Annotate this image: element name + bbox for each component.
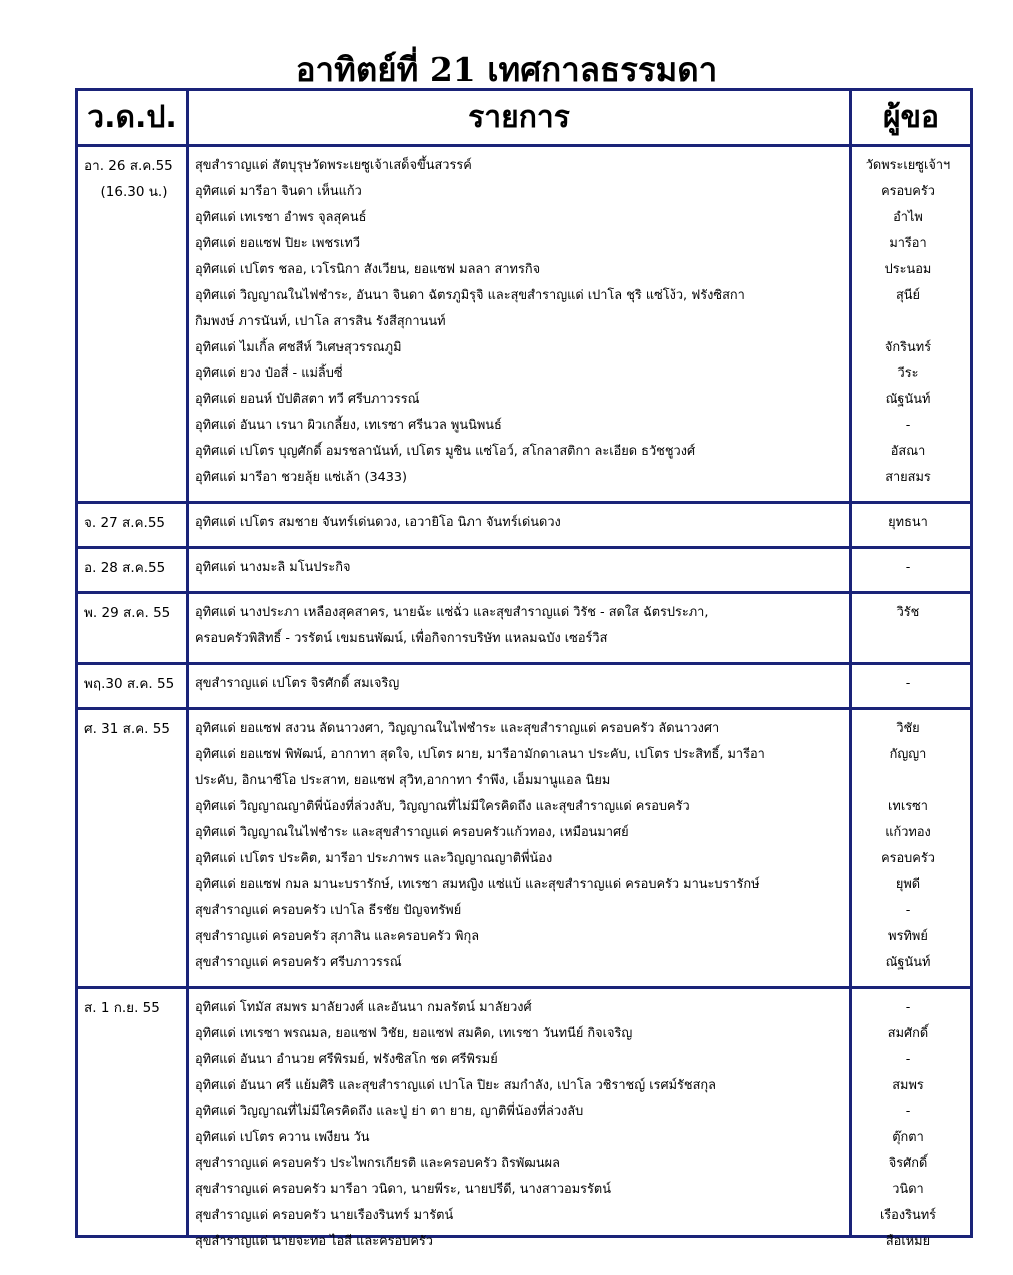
intention-line: กิมพงษ์ ภารนันท์, เปาโล สารสิน รังสีสุกานนท์ [195,314,446,329]
intention-line: อุทิศแด่ ยวง ป๋อสี่ - แม่ลิ้บซี่ [195,366,343,381]
section-requesters [846,153,970,491]
intention-line: อุทิศแด่ ไมเกิ้ล ศชสีห์ วิเศษสุวรรณภูมิ [195,340,402,355]
requester-name: มารีอา [889,236,927,251]
requester-name: วิรัช [896,605,920,620]
intention-line: อุทิศแด่ เทเรซา อำพร จุลสุคนธ์ [195,210,367,225]
requester-name: ประนอม [884,262,932,277]
intention-line: อุทิศแด่ เปโตร สมชาย จันทร์เด่นดวง, เอวายิโอ นิภา จันทร์เด่นดวง [195,515,561,530]
page-title: อาทิตย์ที่ 21 เทศกาลธรรมดา [295,50,718,89]
intention-line: ประคับ, อิกนาซีโอ ประสาท, ยอแซฟ สุวิท,อากาทา รำพึง, เอ็มมานูแอล นิยม [195,773,611,788]
intention-line: อุทิศแด่ เปโตร บุญศักดิ์ อมรชลานันท์, เปโตร มูซิน แซ่โอว์, สโกลาสติกา ละเอียด ธวัชชูวงศ์ [195,444,696,459]
date-label: อ. 28 ส.ค.55 [84,560,166,576]
requester-name: สมศักดิ์ [887,1026,929,1041]
section-row [78,665,970,707]
section-requesters [846,995,970,1255]
intention-line: อุทิศแด่ ยอแซฟ สงวน ลัดนาวงศา, วิญญาณในไฟชำระ และสุขสำราญแด่ ครอบครัว ลัดนาวงศา [195,721,720,736]
intention-line: สุขสำราญแด่ ครอบครัว ศรีบภาวรรณ์ [195,955,402,970]
intention-line: สุขสำราญแด่ ครอบครัว สุภาสิน และครอบครัว พิกุล [195,929,480,944]
requester-name: สายสมร [885,470,931,485]
requester-name: ณัฐนันท์ [885,955,931,970]
requester-name: ยุทธนา [888,515,928,530]
section-items [195,716,845,976]
requester-name: เทเรซา [888,799,928,814]
intention-line: สุขสำราญแด่ เปโตร จิรศักดิ์ สมเจริญ [195,676,400,691]
intention-line: สุขสำราญแด่ ครอบครัว เปาโล ธีรชัย ปัญจทรัพย์ [195,903,462,918]
intention-line: ครอบครัวพิสิทธิ์ - วรรัตน์ เขมธนพัฒน์, เพื่อกิจการบริษัท แหลมฉบัง เซอร์วิส [195,631,608,646]
requester-name: แก้วทอง [885,825,931,840]
intention-line: อุทิศแด่ วิญญาณญาติพี่น้องที่ล่วงลับ, วิญญาณที่ไม่มีใครคิดถึง และสุขสำราญแด่ ครอบครัว [195,799,690,814]
date-label: พ. 29 ส.ค. 55 [84,605,171,621]
section-requesters [846,555,970,581]
intention-line: สุขสำราญแด่ สัตบุรุษวัดพระเยซูเจ้าเสด็จขึ้นสวรรค์ [195,158,472,173]
requester-name: วนิดา [892,1182,924,1197]
requester-name: ครอบครัว [881,184,935,199]
intention-line: อุทิศแด่ วิญญาณในไฟชำระ, อันนา จินดา ฉัตรภูมิรุจิ และสุขสำราญแด่ เปาโล ชุริ แซ่โง้ว, ฟรังซิสกา [195,288,745,303]
section-date [84,600,184,626]
date-label: ศ. 31 ส.ค. 55 [84,721,170,737]
requester-name [846,626,970,652]
section-requesters [846,716,970,976]
requester-name: ครอบครัว [881,851,935,866]
section-items [195,995,845,1255]
intention-line: อุทิศแด่ มารีอา จินดา เห็นแก้ว [195,184,362,199]
intention-line: สุขสำราญแด่ ครอบครัว มารีอา วนิดา, นายพีระ, นายปรีดี, นางสาวอมรรัตน์ [195,1182,611,1197]
section-row [78,549,970,591]
requester-name: - [905,1000,911,1015]
requester-name: วัดพระเยซูเจ้าฯ [865,158,951,173]
requester-name: สุนีย์ [895,288,921,303]
requester-name: - [905,903,911,918]
intention-line: อุทิศแด่ อันนา เรนา ผิวเกลี้ยง, เทเรซา ศรีนวล พูนนิพนธ์ [195,418,502,433]
section-row [78,504,970,546]
requester-name: สือเหมย [885,1234,931,1249]
intention-line: อุทิศแด่ เปโตร ประคิต, มารีอา ประภาพร และวิญญาณญาติพี่น้อง [195,851,553,866]
section-row [78,710,970,986]
intention-line: สุขสำราญแด่ ครอบครัว ประไพกรเกียรติ และครอบครัว ถิรพัฒนผล [195,1156,560,1171]
intention-line: อุทิศแด่ ยอแซฟ พิพัฒน์, อากาทา สุดใจ, เปโตร ผาย, มารีอามักดาเลนา ประคับ, เปโตร ประสิทธิ์, มารีอา [195,747,765,762]
requester-name: ณัฐนันท์ [885,392,931,407]
section-row [78,594,970,662]
date-label: อา. 26 ส.ค.55 [84,158,173,174]
time-label: (16.30 น.) [100,184,168,200]
requester-name [846,309,970,335]
intention-line: อุทิศแด่ นางประภา เหลืองสุคสาคร, นายฉ้ะ แซ่ฉั่ว และสุขสำราญแด่ วิรัช - สดใส ฉัตรประภา, [195,605,709,620]
intention-line: อุทิศแด่ ยอแซฟ กมล มานะบรารักษ์, เทเรซา สมหญิง แซ่แบ้ และสุขสำราญแด่ ครอบครัว มานะบรารักษ์ [195,877,760,892]
section-date [84,671,184,697]
requester-name: - [905,418,911,433]
intention-line: สุขสำราญแด่ นายจะทอ ไอสี และครอบครัว [195,1234,433,1249]
requester-name: อัสณา [890,444,926,459]
intention-line: อุทิศแด่ เทเรซา พรณมล, ยอแซฟ วิชัย, ยอแซฟ สมคิด, เทเรซา วันทนีย์ กิจเจริญ [195,1026,633,1041]
intention-line: อุทิศแด่ เปโตร ชลอ, เวโรนิกา สังเวียน, ยอแซฟ มลลา สาทรกิจ [195,262,541,277]
requester-name: - [905,560,911,575]
intention-line: อุทิศแด่ โทมัส สมพร มาลัยวงศ์ และอันนา กมลรัตน์ มาลัยวงศ์ [195,1000,532,1015]
section-date [84,995,184,1021]
section-date [84,153,184,205]
header-requester: ผู้ขอ [882,100,940,135]
date-label: จ. 27 ส.ค.55 [84,515,165,531]
requester-name: - [905,1104,911,1119]
requester-name: เรืองรินทร์ [879,1208,937,1223]
requester-name: วีระ [897,366,919,381]
section-requesters [846,671,970,697]
intention-line: อุทิศแด่ อันนา ศรี แย้มศิริ และสุขสำราญแด่ เปาโล ปิยะ สมกำลัง, เปาโล วชิราชญ์ เรศม์รัชสกุล [195,1078,716,1093]
section-date [84,716,184,742]
intention-line: อุทิศแด่ วิญญาณในไฟชำระ และสุขสำราญแด่ ครอบครัวแก้วทอง, เหมือนมาศย์ [195,825,629,840]
requester-name: อำไพ [893,210,923,225]
date-label: ส. 1 ก.ย. 55 [84,1000,160,1016]
intention-line: อุทิศแด่ วิญญาณที่ไม่มีใครคิดถึง และปู่ ย่า ตา ยาย, ญาติพี่น้องที่ล่วงลับ [195,1104,584,1119]
intentions-table [75,88,973,1249]
requester-name [846,768,970,794]
section-items [195,671,845,697]
header-items: รายการ [468,100,570,135]
intention-line: อุทิศแด่ ยอแซฟ ปิยะ เพชรเทวี [195,236,361,251]
requester-name: - [905,1052,911,1067]
section-date [84,510,184,536]
requester-name: วิชัย [896,721,920,736]
intention-line: อุทิศแด่ ยอนห์ บัปติสตา ทวี ศรีบภาวรรณ์ [195,392,420,407]
section-row [78,989,970,1265]
intention-line: อุทิศแด่ อันนา อำนวย ศรีพิรมย์, ฟรังซิสโก ชด ศรีพิรมย์ [195,1052,498,1067]
section-items [195,153,845,491]
intention-line: อุทิศแด่ เปโตร ควาน เพงียน วัน [195,1130,370,1145]
requester-name: - [905,676,911,691]
intention-line: อุทิศแด่ นางมะลิ มโนประกิจ [195,560,351,575]
intention-line: สุขสำราญแด่ ครอบครัว นายเรืองรินทร์ มารัตน์ [195,1208,454,1223]
requester-name: ตุ๊กตา [892,1130,924,1145]
requester-name: จิรศักดิ์ [888,1156,928,1171]
requester-name: จักรินทร์ [884,340,932,355]
section-date [84,555,184,581]
section-requesters [846,600,970,652]
section-items [195,510,845,536]
requester-name: กัญญา [889,747,927,762]
requester-name: ยุพดี [895,877,921,892]
section-items [195,600,845,652]
intention-line: อุทิศแด่ มารีอา ชวยลุ้ย แซ่เล้า (3433) [195,470,408,485]
section-requesters [846,510,970,536]
section-row [78,147,970,501]
requester-name: สมพร [892,1078,924,1093]
requester-name: พรทิพย์ [888,929,928,944]
date-label: พฤ.30 ส.ค. 55 [84,676,175,692]
header-date: ว.ด.ป. [87,100,177,135]
section-items [195,555,845,581]
